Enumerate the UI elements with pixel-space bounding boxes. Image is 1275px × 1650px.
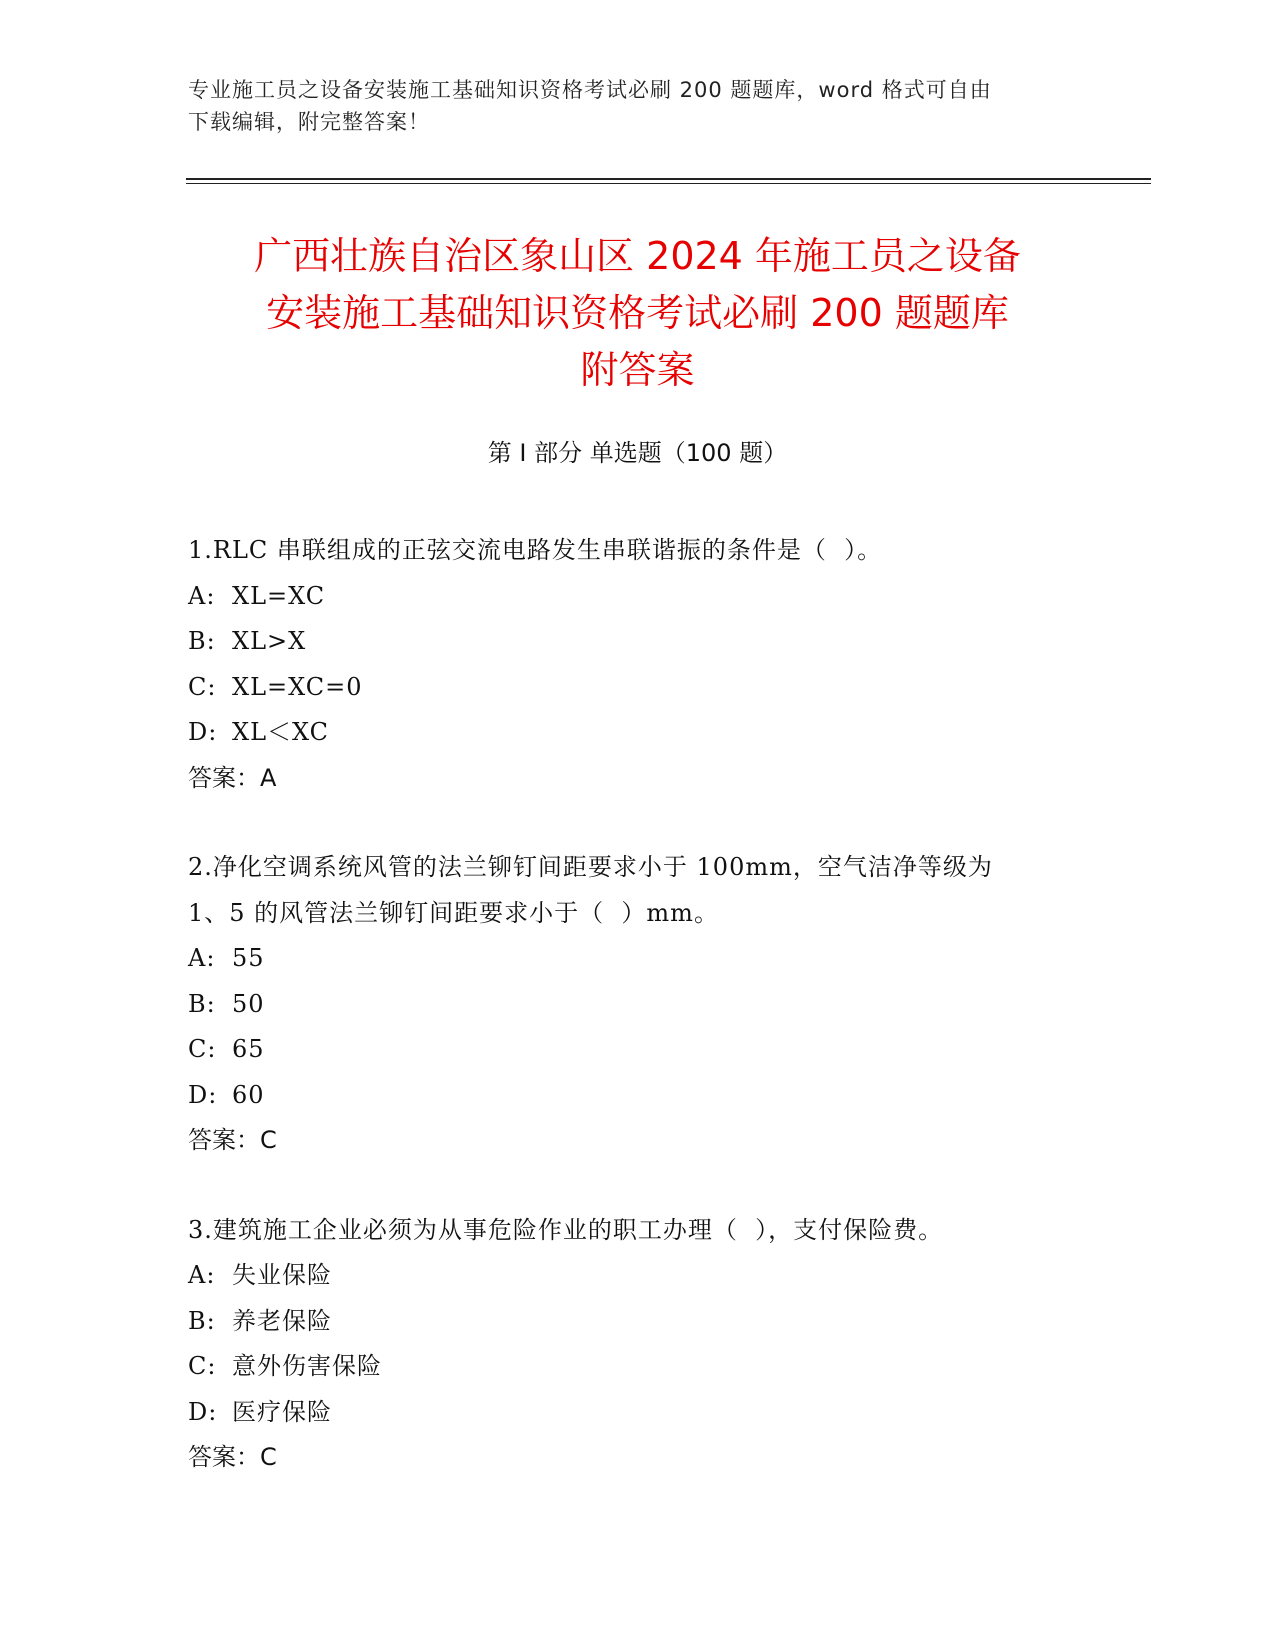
option-letter: D: (188, 718, 218, 746)
section-heading: 第 I 部分 单选题（100 题） (487, 439, 788, 467)
option-text: XL＜XC (232, 718, 330, 746)
header-note-line-1: 专业施工员之设备安装施工基础知识资格考试必刷 200 题题库，word 格式可自由 (188, 78, 992, 102)
question-stem: 3.建筑施工企业必须为从事危险作业的职工办理（ ），支付保险费。 (188, 1215, 944, 1244)
option-text: 养老保险 (232, 1306, 332, 1335)
option-a (188, 1253, 1088, 1299)
option-text: 失业保险 (232, 1261, 332, 1289)
option-letter: A: (188, 1261, 216, 1289)
question-stem: 1.RLC 串联组成的正弦交流电路发生串联谐振的条件是（ ）。 (188, 536, 883, 564)
option-letter: A: (188, 581, 216, 610)
option-letter: C: (188, 1352, 217, 1380)
option-text: 50 (232, 989, 265, 1018)
question-stem-line-1: 2.净化空调系统风管的法兰铆钉间距要求小于 100mm，空气洁净等级为 (188, 853, 993, 881)
option-text: 65 (232, 1035, 265, 1063)
option-d (188, 710, 1088, 756)
option-text: 60 (232, 1080, 265, 1109)
document-title-line-2: 安装施工基础知识资格考试必刷 200 题题库 (266, 291, 1009, 335)
option-letter: D: (188, 1080, 218, 1109)
option-text: XL=XC=0 (232, 672, 363, 701)
option-letter: A: (188, 944, 216, 972)
question-stem-line-2: 1、5 的风管法兰铆钉间距要求小于（ ）mm。 (188, 898, 719, 927)
question-1 (188, 528, 1088, 801)
option-d (188, 1390, 1088, 1436)
header-divider-thick (186, 178, 1151, 180)
header-divider-thin (186, 183, 1151, 184)
answer-line: 答案：C (188, 1126, 277, 1154)
question-list (188, 528, 1088, 1525)
option-b (188, 1299, 1088, 1345)
header-note-line-2: 下载编辑，附完整答案！ (188, 110, 430, 134)
option-a (188, 574, 1088, 620)
option-letter: B: (188, 627, 216, 655)
answer-line: 答案：C (188, 1443, 277, 1471)
option-c (188, 1344, 1088, 1390)
option-c (188, 665, 1088, 711)
option-a (188, 936, 1088, 982)
header-note (188, 74, 1088, 138)
option-text: XL=XC (232, 581, 326, 610)
option-text: XL>X (232, 627, 307, 655)
option-text: 意外伤害保险 (232, 1352, 382, 1380)
option-letter: C: (188, 672, 217, 701)
option-c (188, 1027, 1088, 1073)
option-b (188, 619, 1088, 665)
answer-line: 答案：A (188, 763, 277, 792)
option-d (188, 1073, 1088, 1119)
option-letter: B: (188, 989, 216, 1018)
question-2 (188, 845, 1088, 1164)
option-letter: C: (188, 1035, 217, 1063)
option-text: 医疗保险 (232, 1397, 332, 1426)
option-letter: B: (188, 1306, 216, 1335)
document-title-line-1: 广西壮族自治区象山区 2024 年施工员之设备 (254, 234, 1021, 278)
document-title-line-3: 附答案 (580, 348, 695, 392)
option-letter: D: (188, 1397, 218, 1426)
option-b (188, 982, 1088, 1028)
option-text: 55 (232, 944, 265, 972)
document-title (160, 228, 1115, 399)
question-3 (188, 1208, 1088, 1481)
